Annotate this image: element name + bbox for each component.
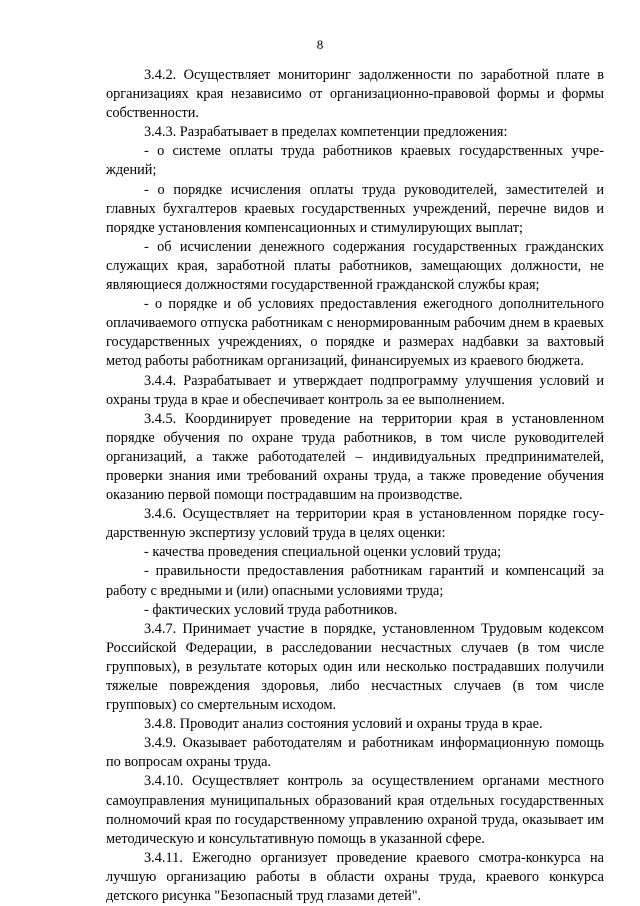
paragraph-3-4-6: 3.4.6. Осуществляет на территории края в установленном порядке государственную экспертизу условий труда в целях оценки: xyxy=(106,506,604,542)
paragraph-3-4-4: 3.4.4. Разрабатывает и утверждает подпрограмму улучшения условий и охраны труда в крае и обеспечивает контроль за ее выполнением. xyxy=(106,372,604,408)
list-item: - о порядке и об условиях предоставления ежегодного дополнительного оплачиваемого отпуска работникам с ненормированным рабочим днем в краевых государственных учреждениях, о порядке и размерах надбавки за вахтовый метод работы работникам организаций, финансируемых из краевого бюджета. xyxy=(106,296,604,370)
list-item: - качества проведения специальной оценки условий труда; xyxy=(144,544,502,561)
list-item: - фактических условий труда работников. xyxy=(144,601,398,618)
paragraph-3-4-9: 3.4.9. Оказывает работодателям и работникам информационную помощь по вопросам охраны труда. xyxy=(106,735,604,771)
paragraph-3-4-3: 3.4.3. Разрабатывает в пределах компетенции предложения: xyxy=(144,124,508,141)
page-number: 8 xyxy=(316,37,324,52)
paragraph-3-4-2: 3.4.2. Осуществляет мониторинг задолженности по заработной плате в организациях края независимо от организационно-правовой формы и формы собственности. xyxy=(106,67,604,122)
paragraph-3-4-8: 3.4.8. Проводит анализ состояния условий и охраны труда в крае. xyxy=(144,716,543,733)
list-item: - о системе оплаты труда работников краевых государственных учреждений; xyxy=(106,143,604,179)
paragraph-3-4-5: 3.4.5. Координирует проведение на территории края в установленном порядке обучения по охране труда работников, в том числе руководителей организаций, а также работодателей – индивидуальных предпринимателей, проверки знания ими требований охраны труда, а также проведение обучения оказанию первой помощи пострадавшим на производстве. xyxy=(106,410,604,504)
list-item: - о порядке исчисления оплаты труда руководителей, заместителей и главных бухгалтеров краевых государственных учреждений, перечне видов и порядке установления компенсационных и стимулирующих выплат; xyxy=(106,181,604,236)
document-body xyxy=(106,66,604,906)
paragraph-3-4-11: 3.4.11. Ежегодно организует проведение краевого смотра-конкурса на лучшую организацию работы в области охраны труда, краевого конкурса детского рисунка "Безопасный труд глазами детей". xyxy=(106,849,604,905)
list-item: - об исчислении денежного содержания государственных гражданских служащих края, заработной платы работников, замещающих должности, не являющиеся должностями государственной гражданской службы края; xyxy=(106,238,604,294)
paragraph-3-4-7: 3.4.7. Принимает участие в порядке, установленном Трудовым кодексом Российской Федерации, в расследовании несчастных случаев (в том числе групповых), в результате которых один или несколько пострадавших получили тяжелые повреждения здоровья, либо несчастных случаев (в том числе групповых) со смертельным исходом. xyxy=(106,620,604,714)
paragraph-3-4-10: 3.4.10. Осуществляет контроль за осуществлением органами местного самоуправления муниципальных образований края отдельных государственных полномочий края по государственному управлению охраной труда, оказывает им методическую и консультативную помощь в указанной сфере. xyxy=(106,773,604,847)
list-item: - правильности предоставления работникам гарантий и компенсаций за работу с вредными и (или) опасными условиями труда; xyxy=(106,563,604,599)
